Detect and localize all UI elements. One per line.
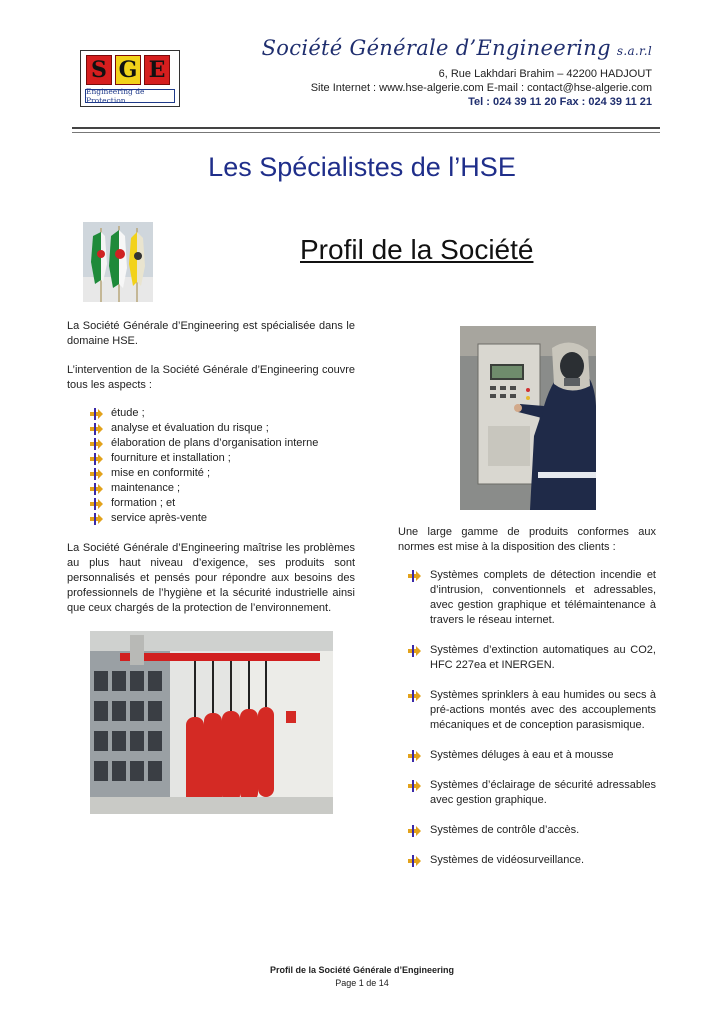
header-divider-thin (72, 132, 660, 133)
intro-paragraph: La Société Générale d’Engineering est spécialisée dans le domaine HSE. (67, 320, 355, 347)
company-suffix: s.a.r.l (616, 44, 652, 58)
aspect-item-text: élaboration de plans d’organisation interne (111, 437, 319, 449)
aspect-item-text: analyse et évaluation du risque ; (111, 422, 269, 434)
products-list (408, 568, 656, 883)
company-phone-fax: Tel : 024 39 11 20 Fax : 024 39 11 21 (468, 96, 652, 108)
company-name (262, 36, 652, 60)
arrow-bullet-icon (408, 750, 422, 762)
company-name-text: Société Générale d’Engineering (261, 36, 611, 60)
arrow-bullet-icon (90, 453, 104, 465)
list-item (90, 466, 350, 481)
logo-letter-s: S (86, 55, 112, 85)
aspect-item-text: étude ; (111, 407, 145, 419)
products-intro: Une large gamme de produits conformes aux normes est mise à la disposition des clients : (398, 526, 656, 553)
arrow-bullet-icon (90, 468, 104, 480)
company-logo (80, 50, 180, 107)
list-item (90, 436, 350, 451)
logo-letter-e: E (144, 55, 170, 85)
arrow-bullet-icon (408, 855, 422, 867)
arrow-bullet-icon (90, 438, 104, 450)
list-item (408, 568, 656, 628)
arrow-bullet-icon (90, 408, 104, 420)
list-item (90, 496, 350, 511)
list-item (90, 406, 350, 421)
arrow-bullet-icon (408, 570, 422, 582)
flags-image (83, 222, 153, 302)
aspect-item-text: mise en conformité ; (111, 467, 211, 479)
company-address: 6, Rue Lakhdari Brahim – 42200 HADJOUT (438, 68, 652, 80)
product-item-text: Systèmes de contrôle d’accès. (430, 824, 580, 836)
fire-suppression-cylinders-photo (90, 631, 333, 814)
list-item (408, 823, 656, 838)
list-item (90, 421, 350, 436)
product-item-text: Systèmes déluges à eau et à mousse (430, 749, 614, 761)
product-item-text: Systèmes de vidéosurveillance. (430, 854, 585, 866)
aspect-item-text: formation ; et (111, 497, 176, 509)
footer-title: Profil de la Société Générale d’Engineering (269, 965, 455, 975)
product-item-text: Systèmes d’éclairage de sécurité adressables avec gestion graphique. (430, 779, 656, 806)
list-item (90, 511, 350, 526)
page-number: Page 1 de 14 (335, 978, 389, 988)
list-item (90, 481, 350, 496)
arrow-bullet-icon (408, 645, 422, 657)
aspect-item-text: fourniture et installation ; (111, 452, 231, 464)
logo-letters (86, 55, 170, 85)
arrow-bullet-icon (90, 423, 104, 435)
product-item-text: Systèmes sprinklers à eau humides ou secs à pré-actions montés avec des accouplements mécaniques et de conception parasismique. (430, 689, 656, 731)
list-item (408, 688, 656, 733)
product-item-text: Systèmes d’extinction automatiques au CO2, HFC 227ea et INERGEN. (430, 644, 656, 671)
list-item (408, 748, 656, 763)
list-item (408, 778, 656, 808)
aspect-item-text: maintenance ; (111, 482, 181, 494)
header-divider (72, 127, 660, 129)
mastery-paragraph: La Société Générale d’Engineering maîtrise les problèmes au plus haut niveau d’exigence, ses produits sont personnalisés et pensés pour répondre aux besoins des professionnels de l’hygiène et la sécurité industrielle ainsi que ceux chargés de la protection de l’environnement. (67, 542, 355, 614)
logo-tagline: Engineering de Protection (85, 89, 175, 103)
arrow-bullet-icon (408, 780, 422, 792)
list-item (408, 853, 656, 868)
arrow-bullet-icon (408, 825, 422, 837)
logo-letter-g: G (115, 55, 141, 85)
arrow-bullet-icon (408, 690, 422, 702)
list-item (408, 643, 656, 673)
arrow-bullet-icon (90, 498, 104, 510)
list-item (90, 451, 350, 466)
aspect-item-text: service après-vente (111, 512, 207, 524)
company-web-email: Site Internet : www.hse-algerie.com E-mail : contact@hse-algerie.com (310, 82, 652, 94)
scope-paragraph: L’intervention de la Société Générale d’Engineering couvre tous les aspects : (67, 364, 355, 391)
technician-photo (460, 326, 596, 510)
arrow-bullet-icon (90, 513, 104, 525)
main-title: Les Spécialistes de l’HSE (208, 152, 516, 182)
arrow-bullet-icon (90, 483, 104, 495)
aspects-list (90, 406, 350, 526)
profile-title: Profil de la Société (300, 234, 534, 265)
product-item-text: Systèmes complets de détection incendie et d’intrusion, conventionnels et adressables, avec gestion graphique et télémaintenance à travers le réseau internet. (430, 569, 656, 626)
